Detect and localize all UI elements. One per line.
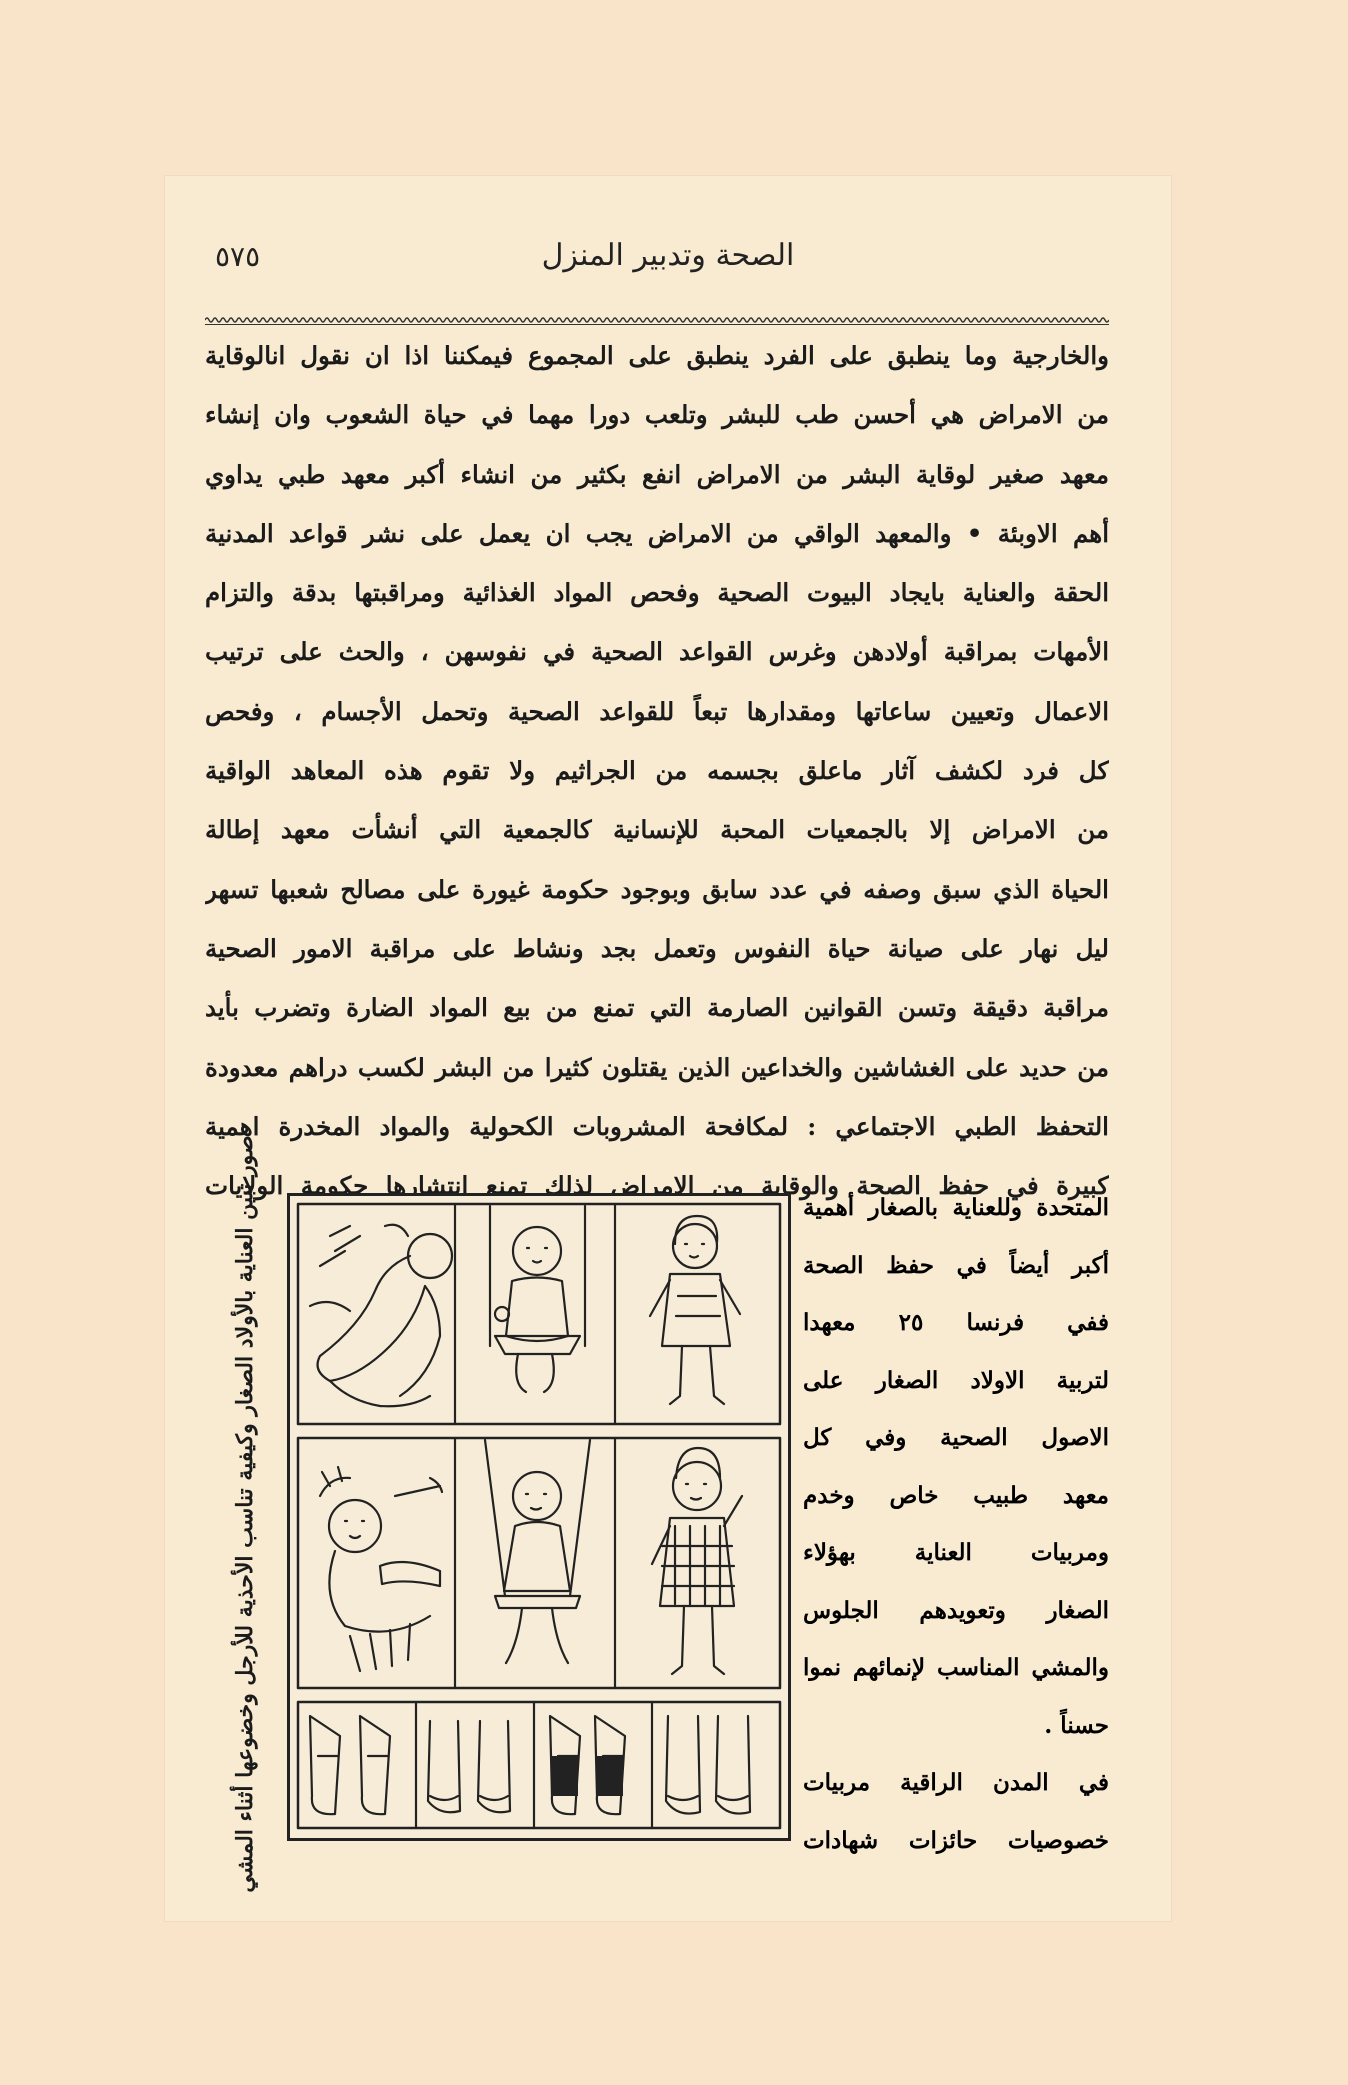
side-text-line: الصغار وتعويدهم الجلوس [803, 1596, 1109, 1624]
standing-child-2-drawing [652, 1448, 742, 1674]
side-text-line: معهد طبيب خاص وخدم [803, 1481, 1109, 1509]
text-line: الأمهات بمراقبة أولادهن وغرس القواعد الصحية في نفوسهن ، والحث على ترتيب [205, 637, 1109, 667]
side-text-line: في المدن الراقية مربيات [803, 1769, 1109, 1796]
side-text [803, 1179, 1109, 1869]
text-line: ليل نهار على صيانة حياة النفوس وتعمل بجد ونشاط على مراقبة الامور الصحية [205, 933, 1109, 963]
figure-caption-text: صور تبين العناية بالأولاد الصغار وكيفية تناسب الأحذية للأرجل وخضوعها أثناء المشي [232, 1135, 258, 1893]
running-title: الصحة وتدبير المنزل [541, 238, 795, 273]
side-text-line: حسناً . [1044, 1711, 1109, 1739]
text-line: من الامراض هي أحسن طب للبشر وتلعب دورا مهما في حياة الشعوب وان إنشاء [205, 400, 1109, 430]
text-line: أهم الاوبئة • والمعهد الواقي من الامراض يجب ان يعمل على نشر قواعد المدنية [205, 518, 1109, 548]
running-header [205, 238, 1131, 288]
side-text-line: ومربيات العناية بهؤلاء [803, 1539, 1109, 1566]
side-text-line: لتربية الاولاد الصغار على [803, 1366, 1109, 1394]
wavy-rule [205, 316, 1109, 326]
text-line: والخارجية وما ينطبق على الفرد ينطبق على المجموع فيمكننا اذا ان نقول انالوقاية [205, 341, 1109, 370]
side-text-line: الاصول الصحية وفي كل [803, 1424, 1109, 1451]
text-line: كل فرد لكشف آثار ماعلق بجسمه من الجراثيم ولا تقوم هذه المعاهد الواقية [205, 756, 1109, 786]
text-line: الحقة والعناية بايجاد البيوت الصحية وفحص المواد الغذائية ومراقبتها بدقة والتزام [205, 578, 1109, 608]
standing-child-drawing [650, 1216, 740, 1404]
text-line: الاعمال وتعيين ساعاتها ومقدارها تبعاً للقواعد الصحية وتحمل الأجسام ، وفحص [205, 696, 1109, 726]
text-line: من حديد على الغشاشين والخداعين الذين يقتلون كثيرا من البشر لكسب دراهم معدودة [205, 1052, 1109, 1082]
book-page [165, 176, 1171, 1921]
figure-section [205, 1135, 1109, 1893]
text-line: التحفظ الطبي الاجتماعي : لمكافحة المشروبات الكحولية والمواد المخدرة اهمية [205, 1111, 1109, 1141]
mother-bathing-child-drawing [310, 1225, 452, 1407]
text-line: الحياة الذي سبق وصفه في عدد سابق وبوجود حكومة غيورة على مصالح شعبها تسهر [205, 874, 1109, 904]
shoe-pairs-drawing [310, 1716, 750, 1814]
child-on-swing-drawing [485, 1440, 590, 1663]
text-line: مراقبة دقيقة وتسن القوانين الصارمة التي تمنع من بيع المواد الضارة وتضرب بأيد [205, 993, 1109, 1023]
side-text-line: والمشي المناسب لإنمائهم نموا [803, 1654, 1109, 1681]
side-text-line: أكبر أيضاً في حفظ الصحة [803, 1251, 1109, 1279]
child-feeding-drawing [320, 1467, 442, 1671]
text-line: معهد صغير لوقاية البشر من الامراض انفع بكثير من انشاء أكبر معهد طبي يداوي [205, 459, 1109, 489]
page-number: ٥٧٥ [215, 240, 261, 273]
text-line: كبيرة في حفظ الصحة والوقاية من الامراض لذلك تمنع انتشارها حكومة الولايات [205, 1171, 1109, 1201]
side-text-line: المتحدة وللعناية بالصغار أهمية [803, 1194, 1109, 1221]
illustration-plate [287, 1193, 791, 1841]
side-text-line: خصوصيات حائزات شهادات [803, 1826, 1109, 1854]
figure-caption [205, 1135, 285, 1893]
side-text-line: ففي فرنسا ٢٥ معهدا [803, 1309, 1109, 1336]
child-in-swing-seat-drawing [490, 1206, 585, 1392]
main-text [205, 326, 1109, 1215]
text-line: من الامراض إلا بالجمعيات المحبة للإنسانية كالجمعية التي أنشأت معهد إطالة [205, 815, 1109, 845]
